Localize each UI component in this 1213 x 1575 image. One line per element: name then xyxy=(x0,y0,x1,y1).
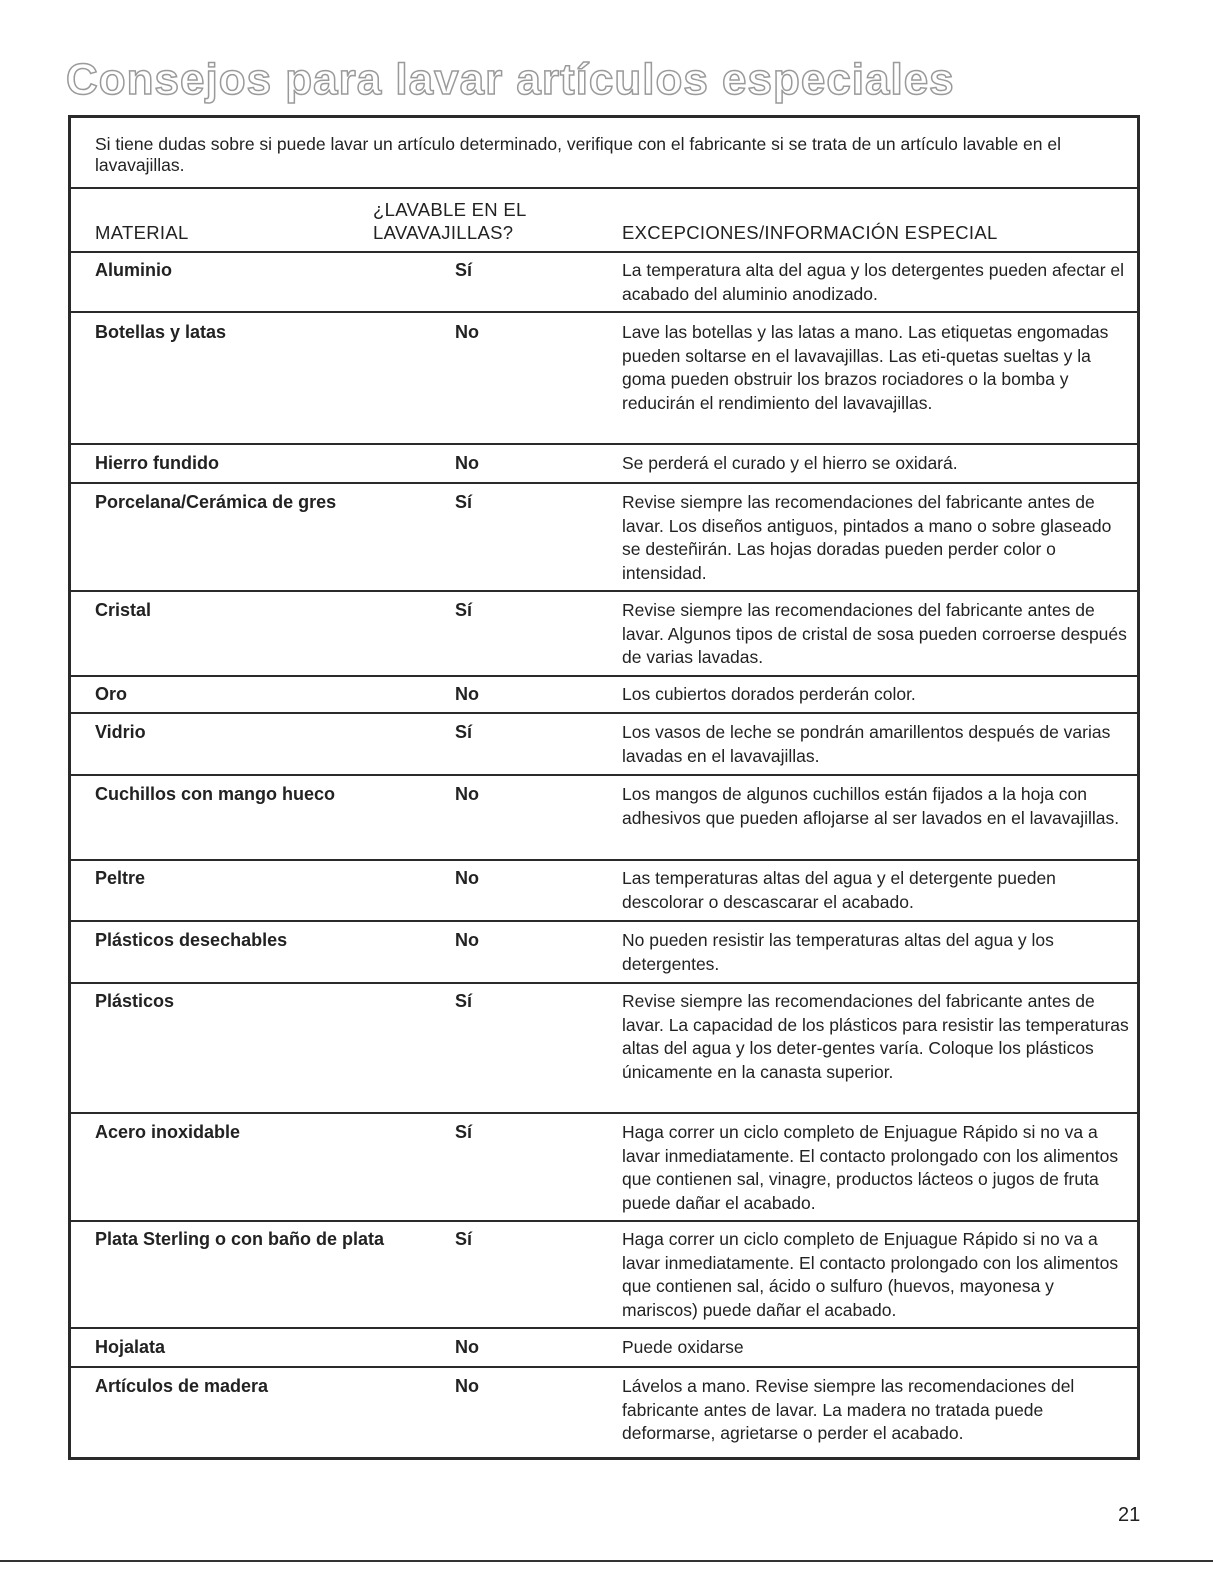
header-material: MATERIAL xyxy=(95,222,189,243)
row-washable: Sí xyxy=(455,1229,473,1249)
row-info: Revise siempre las recomendaciones del fabricante antes de lavar. Los diseños antiguos, pintados a mano o sobre glaseado se desteñirán. Las hojas doradas pueden perder color o intensidad. xyxy=(622,492,1112,583)
row-material: Hierro fundido xyxy=(95,453,219,473)
row-info: Revise siempre las recomendaciones del fabricante antes de lavar. La capacidad de los plásticos para resistir las temperaturas altas del agua y los deter-gentes varía. Coloque los plásticos únicamente en la canasta superior. xyxy=(622,991,1129,1082)
page-number: 21 xyxy=(1118,1504,1141,1526)
divider xyxy=(71,1112,1137,1114)
row-washable: Sí xyxy=(455,260,473,280)
row-material: Botellas y latas xyxy=(95,322,227,342)
divider xyxy=(71,1366,1137,1368)
row-material: Plásticos xyxy=(95,991,175,1011)
row-material: Cristal xyxy=(95,600,152,620)
divider xyxy=(71,482,1137,484)
row-material: Cuchillos con mango hueco xyxy=(95,784,336,804)
header-exceptions: EXCEPCIONES/INFORMACIÓN ESPECIAL xyxy=(622,222,998,243)
header-washable-line1: ¿LAVABLE EN EL xyxy=(373,199,527,220)
divider xyxy=(71,712,1137,714)
row-info: Las temperaturas altas del agua y el detergente pueden descolorar o descascarar el acabado. xyxy=(622,868,1056,912)
row-washable: Sí xyxy=(455,722,473,742)
row-material: Plásticos desechables xyxy=(95,930,288,950)
row-material: Vidrio xyxy=(95,722,146,742)
divider xyxy=(71,774,1137,776)
row-info: Haga correr un ciclo completo de Enjuague Rápido si no va a lavar inmediatamente. El contacto prolongado con los alimentos que contienen sal, vinagre, productos lácteos o jugos de fruta puede dañar el acabado. xyxy=(622,1122,1119,1213)
row-washable: Sí xyxy=(455,600,473,620)
row-washable: Sí xyxy=(455,1122,473,1142)
row-info: Lávelos a mano. Revise siempre las recomendaciones del fabricante antes de lavar. La madera no tratada puede deformarse, agrietarse o perder el acabado. xyxy=(622,1376,1075,1443)
row-material: Acero inoxidable xyxy=(95,1122,241,1142)
row-info: Lave las botellas y las latas a mano. Las etiquetas engomadas pueden soltarse en el lavavajillas. Las eti-quetas sueltas y la goma pueden obstruir los brazos rociadores o la bomba y reducirán el rendimiento del lavavajillas. xyxy=(622,322,1109,413)
row-material: Aluminio xyxy=(95,260,172,280)
divider xyxy=(71,311,1137,313)
page-title: Consejos para lavar artículos especiales xyxy=(66,55,955,104)
divider xyxy=(71,982,1137,984)
row-info: Los vasos de leche se pondrán amarillentos después de varias lavadas en el lavavajillas. xyxy=(622,722,1111,766)
row-washable: No xyxy=(455,1337,479,1357)
row-washable: Sí xyxy=(455,492,473,512)
divider xyxy=(71,859,1137,861)
row-info: Se perderá el curado y el hierro se oxidará. xyxy=(622,453,958,473)
row-washable: No xyxy=(455,684,479,704)
divider xyxy=(71,1327,1137,1329)
divider xyxy=(71,920,1137,922)
row-washable: No xyxy=(455,322,479,342)
row-washable: No xyxy=(455,1376,479,1396)
intro-text: Si tiene dudas sobre si puede lavar un artículo determinado, verifique con el fabricante si se trata de un artículo lavable en el lavavajillas. xyxy=(95,134,1061,175)
tips-table-frame xyxy=(68,115,1140,1460)
row-info: Los mangos de algunos cuchillos están fijados a la hoja con adhesivos que pueden aflojarse al ser lavados en el lavavajillas. xyxy=(622,784,1120,828)
divider xyxy=(71,251,1137,253)
row-info: Los cubiertos dorados perderán color. xyxy=(622,684,916,704)
row-info: La temperatura alta del agua y los detergentes pueden afectar el acabado del aluminio anodizado. xyxy=(622,260,1125,304)
row-material: Hojalata xyxy=(95,1337,166,1357)
row-material: Oro xyxy=(95,684,128,704)
header-washable-line2: LAVAVAJILLAS? xyxy=(373,222,514,243)
divider xyxy=(71,443,1137,445)
row-material: Peltre xyxy=(95,868,146,888)
row-info: No pueden resistir las temperaturas altas del agua y los detergentes. xyxy=(622,930,1054,974)
row-washable: No xyxy=(455,868,479,888)
divider xyxy=(71,590,1137,592)
row-material: Porcelana/Cerámica de gres xyxy=(95,492,337,512)
divider xyxy=(71,675,1137,677)
row-washable: No xyxy=(455,453,479,473)
row-info: Haga correr un ciclo completo de Enjuague Rápido si no va a lavar inmediatamente. El contacto prolongado con los alimentos que contienen sal, ácido o sulfuro (huevos, mayonesa y mariscos) puede dañar el acabado. xyxy=(622,1229,1119,1320)
row-info: Revise siempre las recomendaciones del fabricante antes de lavar. Algunos tipos de cristal de sosa pueden corroerse después de varias lavadas. xyxy=(622,600,1127,667)
row-washable: No xyxy=(455,784,479,804)
row-washable: No xyxy=(455,930,479,950)
row-material: Artículos de madera xyxy=(95,1376,269,1396)
divider xyxy=(71,1220,1137,1222)
bottom-rule xyxy=(0,1560,1213,1562)
row-material: Plata Sterling o con baño de plata xyxy=(95,1229,385,1249)
row-info: Puede oxidarse xyxy=(622,1337,744,1357)
divider xyxy=(71,187,1137,189)
row-washable: Sí xyxy=(455,991,473,1011)
